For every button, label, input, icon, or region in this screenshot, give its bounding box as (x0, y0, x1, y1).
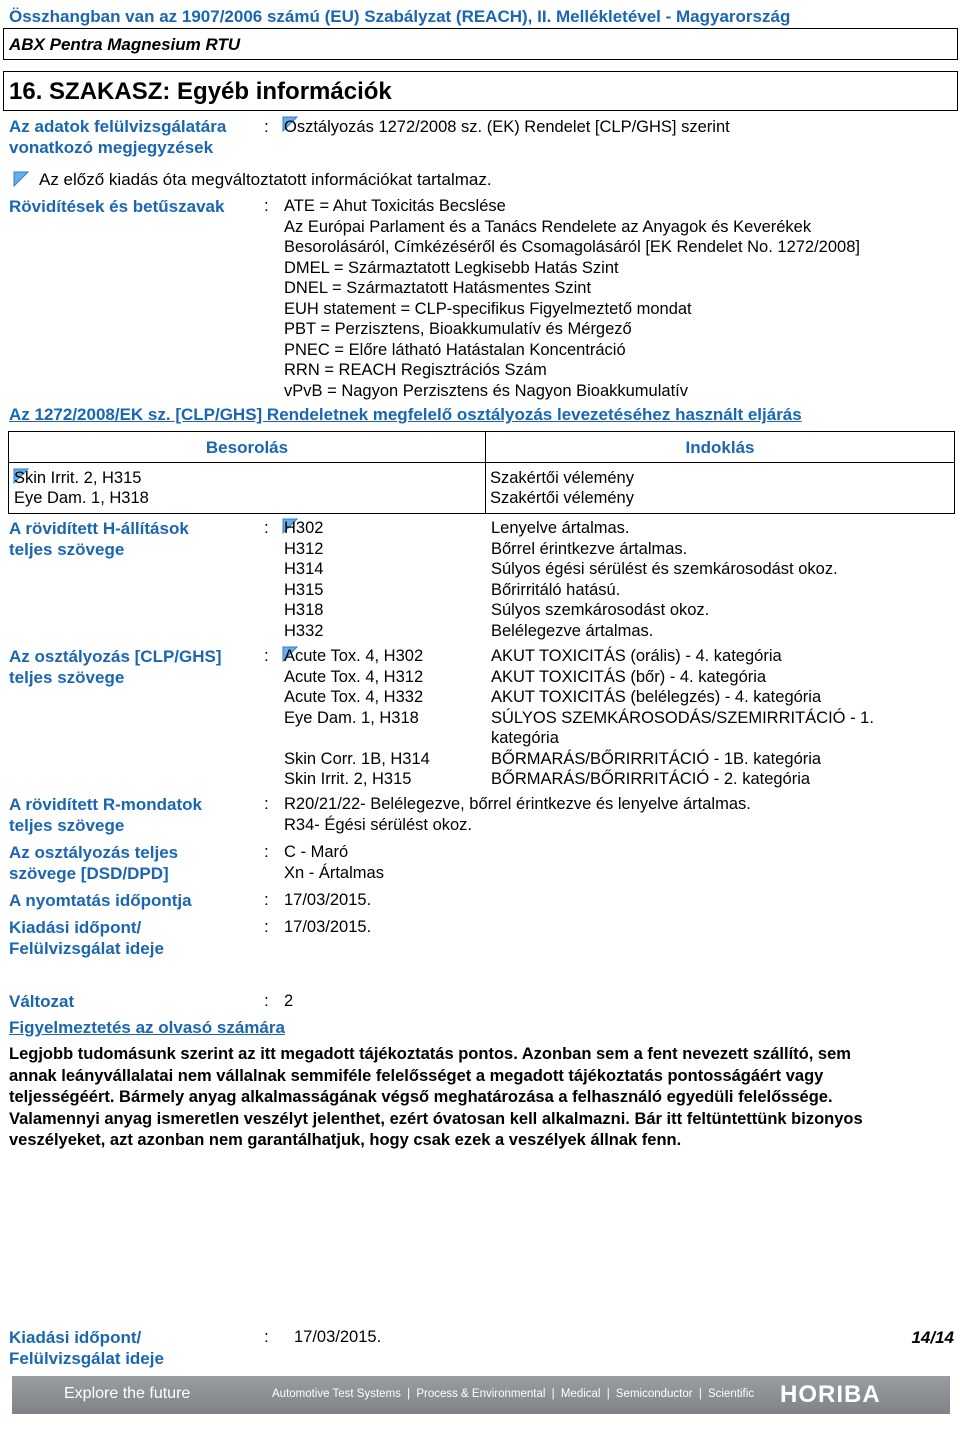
change-mark-icon (13, 171, 29, 187)
colon: : (264, 196, 269, 215)
colon: : (264, 991, 269, 1010)
review-note-value: Osztályozás 1272/2008 sz. (EK) Rendelet [CLP/GHS] szerint (284, 118, 730, 136)
h-statements-label: A rövidített H-állítások teljes szövege (9, 519, 189, 559)
notice-title: Figyelmeztetés az olvasó számára (9, 1018, 285, 1037)
issue-date-label: Kiadási időpont/ Felülvizsgálat ideje (9, 918, 164, 958)
print-date-value: 17/03/2015. (284, 891, 372, 909)
h-statement-texts: Lenyelve ártalmas. Bőrrel érintkezve ártalmas. Súlyos égési sérülést és szemkárosodást okoz. Bőrirritáló hatású. Súlyos szemkárosodást okoz. Belélegezve ártalmas. (491, 519, 838, 640)
clp-classification-label: Az osztályozás [CLP/GHS] teljes szövege (9, 647, 222, 687)
abbreviations-label: Rövidítések és betűszavak (9, 197, 225, 216)
table-header-classification: Besorolás (205, 438, 289, 457)
banner-link[interactable]: Scientific (708, 1388, 755, 1400)
colon: : (264, 518, 269, 537)
dsd-label: Az osztályozás teljes szövege [DSD/DPD] (9, 843, 179, 883)
clp-classification-texts: AKUT TOXICITÁS (orális) - 4. kategória AKUT TOXICITÁS (bőr) - 4. kategória AKUT TOXICITÁS (belélegzés) - 4. kategória SÚLYOS SZEMKÁROSODÁS/SZEMIRRITÁCIÓ - 1. kategória BŐRMARÁS/BŐRIRRITÁCIÓ - 1B. kategória BŐRMARÁS/BŐRIRRITÁCIÓ - 2. kategória (491, 647, 874, 788)
banner-link[interactable]: Automotive Test Systems (272, 1388, 401, 1400)
notice-text: Legjobb tudomásunk szerint az itt megadott tájékoztatás pontos. Azonban sem a fent nevezett szállító, sem annak leányvállalatai nem vállalnak semmiféle felelősséget a megadott tájékoztatás pontosságáért vagy teljességéért. Bármely anyag alkalmasságának végső meghatározása a felhasználó egyedüli felelőssége. Valamennyi anyag ismeretlen veszélyt jelenthet, ezért óvatosan kell alkalmazni. Bár itt feltüntettünk bizonyos veszélyeket, azt azonban nem garantálhatjuk, hogy csak ezek a veszélyek állnak fenn. (9, 1045, 863, 1149)
table-row: Skin Irrit. 2, H315 Eye Dam. 1, H318 (14, 469, 149, 507)
review-note-label: Az adatok felülvizsgálatára vonatkozó megjegyzések (9, 117, 227, 157)
colon: : (264, 794, 269, 813)
r-phrases-label: A rövidített R-mondatok teljes szövege (9, 795, 202, 835)
product-box (3, 28, 958, 60)
product-name: ABX Pentra Magnesium RTU (9, 35, 241, 54)
abbreviations-list: ATE = Ahut Toxicitás Becslése Az Európai Parlament és a Tanács Rendelete az Anyagok és Keverékek Besorolásáról, Címkézéséről és Csomagolásáról [EK Rendelet No. 1272/2008] DMEL = Származtatott Legkisebb Hatás Szint DNEL = Származtatott Hatásmentes Szint EUH statement = CLP-specifikus Figyelmeztető mondat PBT = Perzisztens, Bioakkumulatív és Mérgező PNEC = Előre látható Hatástalan Koncentráció RRN = REACH Regisztrációs Szám vPvB = Nagyon Perzisztens és Nagyon Bioakkumulatív (284, 197, 860, 400)
horiba-banner (12, 1376, 950, 1414)
page-number: 14/14 (911, 1328, 954, 1347)
banner-link[interactable]: Semiconductor (615, 1388, 693, 1400)
h-statement-codes: H302 H312 H314 H315 H318 H332 (284, 519, 324, 640)
table-row: Szakértői vélemény Szakértői vélemény (490, 469, 634, 507)
table-divider-h (9, 462, 954, 463)
print-date-label: A nyomtatás időpontja (9, 891, 192, 910)
regulation-header: Összhangban van az 1907/2006 számú (EU) Szabályzat (REACH), II. Mellékletével - Magyarország (9, 7, 791, 26)
colon: : (264, 117, 269, 136)
version-label: Változat (9, 992, 75, 1011)
banner-links: Automotive Test Systems | Process & Environmental | Medical | Semiconductor | Scientific (272, 1388, 755, 1400)
horiba-logo: HORIBA (780, 1381, 881, 1408)
footer-issue-date-label: Kiadási időpont/ Felülvizsgálat ideje (9, 1328, 164, 1368)
colon: : (264, 842, 269, 861)
r-phrases-list: R20/21/22- Belélegezve, bőrrel érintkezve és lenyelve ártalmas. R34- Égési sérülést okoz. (284, 795, 751, 834)
version-value: 2 (284, 992, 294, 1010)
banner-link[interactable]: Process & Environmental (416, 1388, 546, 1400)
dsd-list: C - Maró Xn - Ártalmas (284, 843, 384, 882)
section-title-box (3, 71, 958, 111)
issue-date-value: 17/03/2015. (284, 918, 372, 936)
colon: : (264, 646, 269, 665)
procedure-title: Az 1272/2008/EK sz. [CLP/GHS] Rendeletnek megfelelő osztályozás levezetéséhez használt eljárás (9, 405, 802, 424)
banner-slogan: Explore the future (64, 1385, 191, 1402)
banner-link[interactable]: Medical (560, 1388, 601, 1400)
colon: : (264, 917, 269, 936)
footer-date: 17/03/2015. (294, 1328, 382, 1346)
changed-note: Az előző kiadás óta megváltoztatott információkat tartalmaz. (39, 170, 492, 189)
colon: : (264, 890, 269, 909)
table-header-justification: Indoklás (685, 438, 755, 457)
classification-table (8, 431, 955, 514)
clp-classification-codes: Acute Tox. 4, H302 Acute Tox. 4, H312 Acute Tox. 4, H332 Eye Dam. 1, H318 Skin Corr. 1B, H314 Skin Irrit. 2, H315 (284, 647, 430, 788)
colon: : (264, 1327, 269, 1346)
section-title: 16. SZAKASZ: Egyéb információk (9, 78, 392, 105)
